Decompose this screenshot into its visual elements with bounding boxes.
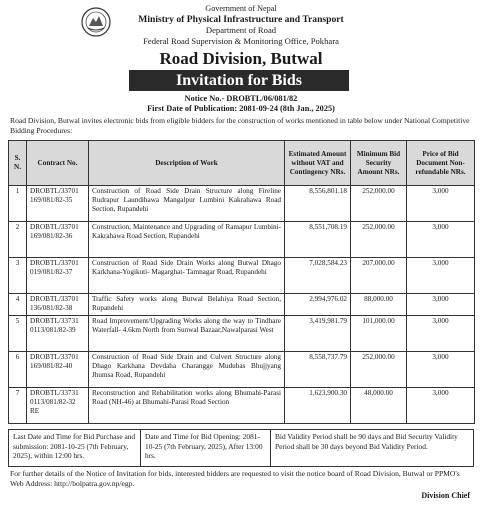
bid-dates-box [8, 429, 474, 467]
cell-sn: 5 [9, 316, 27, 352]
publication-date: First Date of Publication: 2081-09-24 (8th Jan., 2025) [147, 104, 335, 113]
cell-description: Road Improvement/Upgrading Works along the way to Tindhare Waterfall- 4.6km North from Sunwal Bazaar,Nawalparasi West [89, 316, 285, 352]
purchase-deadline: Last Date and Time for Bid Purchase and submission: 2081-10-25 (7th February, 2025), within 12:00 hrs. [9, 430, 141, 466]
cell-security: 252,000.00 [351, 222, 407, 258]
cell-price: 3,000 [407, 294, 475, 316]
table-row [9, 294, 475, 316]
cell-sn: 1 [9, 186, 27, 222]
cell-description: Traffic Safety works along Butwal Belahiya Road Section, Rupandehi [89, 294, 285, 316]
table-row [9, 186, 475, 222]
header-estimated: Estimated Amount without VAT and Contingency NRs. [285, 141, 351, 186]
cell-price: 3,000 [407, 186, 475, 222]
notice-number: Notice No.- DROBTL/06/081/82 [184, 94, 298, 103]
cell-estimated: 2,994,976.02 [285, 294, 351, 316]
header-sn: S. N. [9, 141, 27, 186]
cell-security: 252,000.00 [351, 352, 407, 388]
cell-description: Construction of Road Side Drain Works along Butwal Dhago Karkhana-Yogikuti- Magarghat- Tamnagar Road, Rupandehi [89, 258, 285, 294]
cell-contract: DROBTL/33701 136/081/82-38 [27, 294, 89, 316]
intro-paragraph: Road Division, Butwal invites electronic bids from eligible bidders for the construction of works mentioned in table below under National Competitive Bidding Procedures: [10, 116, 470, 135]
bids-table [8, 140, 475, 424]
cell-price: 3,000 [407, 316, 475, 352]
signature-label: Division Chief [421, 491, 470, 500]
cell-contract: DROBTL/33701 169/081/82-36 [27, 222, 89, 258]
cell-contract: DROBTL/33731 0113/081/82-32 RE [27, 388, 89, 424]
cell-price: 3,000 [407, 352, 475, 388]
cell-security: 252,000.00 [351, 186, 407, 222]
division-title: Road Division, Butwal [159, 49, 323, 68]
invitation-banner: Invitation for Bids [129, 70, 349, 91]
header-description: Description of Work [89, 141, 285, 186]
cell-price: 3,000 [407, 388, 475, 424]
cell-description: Reconstruction and Rehabilitation works along Bhumahi-Parasi Road (NH-46) at Bhumahi-Parasi Road Section [89, 388, 285, 424]
table-row [9, 388, 475, 424]
cell-estimated: 1,623,900.30 [285, 388, 351, 424]
cell-sn: 7 [9, 388, 27, 424]
cell-price: 3,000 [407, 258, 475, 294]
cell-security: 48,000.00 [351, 388, 407, 424]
cell-description: Construction of Road Side Drain Structure along Fireline Rudrapur Laundihawa Mangalpur Lumbini Kakrahawa Road Section, Rupandehi [89, 186, 285, 222]
cell-estimated: 8,556,801.18 [285, 186, 351, 222]
department-label: Department of Road [205, 25, 277, 35]
cell-sn: 6 [9, 352, 27, 388]
table-row [9, 316, 475, 352]
cell-estimated: 8,558,737.79 [285, 352, 351, 388]
cell-description: Construction, Maintenance and Upgrading of Ramapur Lumbini- Kakrahawa Road Section, Rupandehi [89, 222, 285, 258]
header-security: Minimum Bid Security Amount NRs. [351, 141, 407, 186]
cell-contract: DROBTL/33731 0113/081/82-39 [27, 316, 89, 352]
cell-price: 3,000 [407, 222, 475, 258]
office-label: Federal Road Supervision & Monitoring Office, Pokhara [143, 36, 339, 46]
header-price: Price of Bid Document Non-refundable NRs. [407, 141, 475, 186]
cell-security: 101,000.00 [351, 316, 407, 352]
cell-security: 88,000.00 [351, 294, 407, 316]
table-header-row [9, 141, 475, 186]
header-contract: Contract No. [27, 141, 89, 186]
cell-sn: 3 [9, 258, 27, 294]
table-row [9, 222, 475, 258]
table-row [9, 352, 475, 388]
opening-date: Date and Time for Bid Opening: 2081-10-25 (7th February, 2025), After 13:00 hrs. [141, 430, 271, 466]
cell-sn: 2 [9, 222, 27, 258]
cell-description: Construction of Road Side Drain and Culvert Structure along Dhago Karkhana Devdaha Charangge Mudubas Bhujjyang Jhumsa Road, Rupandehi [89, 352, 285, 388]
ministry-label: Ministry of Physical Infrastructure and Transport [138, 14, 344, 25]
cell-estimated: 8,551,708.19 [285, 222, 351, 258]
cell-estimated: 3,419,981.79 [285, 316, 351, 352]
footer-paragraph: For further details of the Notice of Invitation for bids, interested bidders are requested to visit the notice board of Road Division, Butwal or PPMO's Web Address: http://bolpatra.gov.np/egp. [10, 469, 460, 488]
validity-period: Bid Validity Period shall be 90 days and Bid Security Validity Period shall be 30 days beyond Bid Validity Period. [275, 432, 458, 451]
cell-contract: DROBTL/33701 169/081/82-35 [27, 186, 89, 222]
cell-estimated: 7,028,584.23 [285, 258, 351, 294]
government-label: Government of Nepal [205, 4, 277, 13]
cell-sn: 4 [9, 294, 27, 316]
cell-security: 207,000.00 [351, 258, 407, 294]
cell-contract: DROBTL/33701 169/081/82-40 [27, 352, 89, 388]
table-row [9, 258, 475, 294]
cell-contract: DROBTL/33701 019/081/82-37 [27, 258, 89, 294]
